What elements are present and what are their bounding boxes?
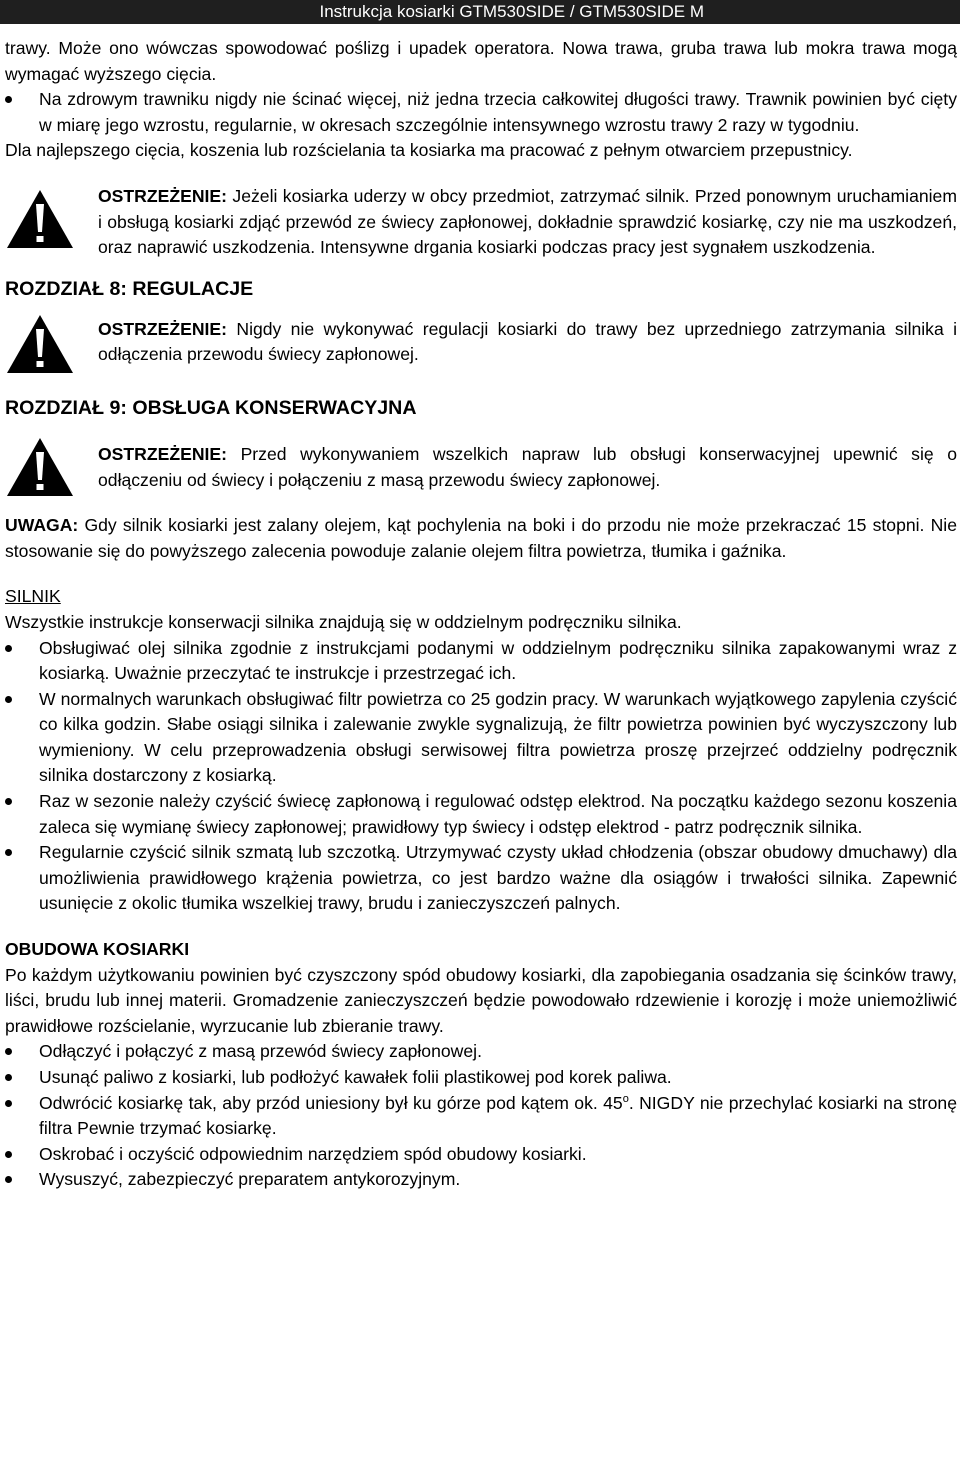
list-item: Regularnie czyścić silnik szmatą lub szczotką. Utrzymywać czysty układ chłodzenia (obszar obudowy dmuchawy) dla umożliwienia prawidłowego krążenia powietrza, co jest bardzo ważne dla osiągów i trwałości silnika. Zapewnić usunięcie z okolic tłumika wszelkiej trawy, brudu i zanieczyszczeń palnych. bbox=[5, 840, 957, 917]
document-title: Instrukcja kosiarki GTM530SIDE / GTM530SIDE M bbox=[319, 2, 704, 21]
note-label: UWAGA: bbox=[5, 515, 79, 536]
warning-text: Nigdy nie wykonywać regulacji kosiarki do trawy bez uprzedniego zatrzymania silnika i odłączenia przewodu świecy zapłonowej. bbox=[98, 318, 957, 365]
warning-label: OSTRZEŻENIE: bbox=[98, 318, 228, 339]
list-item: Usunąć paliwo z kosiarki, lub podłożyć kawałek folii plastikowej pod korek paliwa. bbox=[5, 1065, 957, 1091]
section-8-title: ROZDZIAŁ 8: REGULACJE bbox=[5, 277, 254, 300]
section-9-title: ROZDZIAŁ 9: OBSŁUGA KONSERWACYJNA bbox=[5, 396, 417, 419]
warning-block-maintenance bbox=[5, 442, 957, 493]
note-text: Gdy silnik kosiarki jest zalany olejem, kąt pochylenia na boki i do przodu nie może przekraczać 15 stopni. Nie stosowanie się do powyższego zalecenia powoduje zalanie olejem filtra powietrza, tłumika i gaźnika. bbox=[5, 515, 957, 561]
intro-continued: trawy. Może ono wówczas spowodować poślizg i upadek operatora. Nowa trawa, gruba trawa lub mokra trawa mogą wymagać wyższego cięcia. bbox=[5, 38, 957, 84]
list-item: Raz w sezonie należy czyścić świecę zapłonową i regulować odstęp elektrod. Na początku każdego sezonu koszenia zaleca się wymianę świecy zapłonowej; prawidłowy typ świecy i odstęp elektrod - patrz podręcznik silnika. bbox=[5, 789, 957, 840]
document-body bbox=[5, 36, 957, 1193]
engine-intro: Wszystkie instrukcje konserwacji silnika znajdują się w oddzielnym podręczniku silnika. bbox=[5, 611, 682, 632]
degree-superscript: o bbox=[622, 1092, 629, 1105]
warning-label: OSTRZEŻENIE: bbox=[98, 185, 228, 206]
list-item: Oskrobać i oczyścić odpowiednim narzędziem spód obudowy kosiarki. bbox=[5, 1142, 957, 1168]
intro-bullets bbox=[5, 87, 957, 138]
warning-triangle-icon bbox=[5, 188, 75, 250]
warning-block-impact bbox=[5, 184, 957, 261]
list-item: Odłączyć i połączyć z masą przewód świecy zapłonowej. bbox=[5, 1039, 957, 1065]
warning-triangle-icon bbox=[5, 313, 75, 375]
page-header bbox=[0, 0, 960, 24]
engine-title: SILNIK bbox=[5, 586, 61, 607]
housing-intro: Po każdym użytkowaniu powinien być czyszczony spód obudowy kosiarki, dla zapobiegania osadzania się ścinków trawy, liści, brudu lub innej materii. Gromadzenie zanieczyszczeń będzie powodowało rdzewienie i korozję i może uniemożliwić prawidłowe rozścielanie, wyrzucanie lub zbieranie trawy. bbox=[5, 964, 957, 1036]
list-item: Wysuszyć, zabezpieczyć preparatem antykorozyjnym. bbox=[5, 1167, 957, 1193]
list-item: Odwrócić kosiarkę tak, aby przód uniesiony był ku górze pod kątem ok. 45$^o$. NIGDY nie przechylać kosiarki na stronę filtra Pewnie trzymać kosiarkę. bbox=[5, 1091, 957, 1142]
list-item: W normalnych warunkach obsługiwać filtr powietrza co 25 godzin pracy. W warunkach wyjątkowego zapylenia czyścić co kilka godzin. Słabe osiągi silnika i zalewanie zwykle sygnalizują, że filtr powietrza powinien być wyczyszczony lub wymieniony. W celu przeprowadzenia obsługi serwisowej filtra powietrza proszę przejrzeć oddzielny podręcznik silnika dostarczony z kosiarką. bbox=[5, 687, 957, 789]
list-item: Obsługiwać olej silnika zgodnie z instrukcjami podanymi w oddzielnym podręczniku silnika zapakowanymi wraz z kosiarką. Uważnie przeczytać te instrukcje i przestrzegać ich. bbox=[5, 636, 957, 687]
engine-bullets bbox=[5, 636, 957, 918]
list-item: Na zdrowym trawniku nigdy nie ścinać więcej, niż jedna trzecia całkowitej długości trawy. Trawnik powinien być cięty w miarę jego wzrostu, regularnie, w okresach szczególnie intensywnego wzrostu trawy 2 razy w tygodniu. bbox=[5, 87, 957, 138]
warning-triangle-icon bbox=[5, 436, 75, 498]
housing-title: OBUDOWA KOSIARKI bbox=[5, 939, 190, 960]
throttle-paragraph: Dla najlepszego cięcia, koszenia lub rozścielania ta kosiarka ma pracować z pełnym otwarciem przepustnicy. bbox=[5, 140, 853, 161]
warning-text: Przed wykonywaniem wszelkich napraw lub obsługi konserwacyjnej upewnić się o odłączeniu od świecy i połączeniu z masą przewodu świecy zapłonowej. bbox=[98, 443, 957, 490]
warning-text: Jeżeli kosiarka uderzy w obcy przedmiot, zatrzymać silnik. Przed ponownym uruchamianiem i obsługą kosiarki zdjąć przewód ze świecy zapłonowej, dokładnie sprawdzić kosiarkę, czy nie ma uszkodzeń, oraz naprawić uszkodzenia. Intensywne drgania kosiarki podczas pracy jest sygnałem uszkodzenia. bbox=[98, 185, 957, 258]
note-paragraph bbox=[5, 513, 957, 564]
warning-block-adjustment bbox=[5, 317, 957, 368]
warning-label: OSTRZEŻENIE: bbox=[98, 443, 228, 464]
housing-bullets bbox=[5, 1039, 957, 1193]
